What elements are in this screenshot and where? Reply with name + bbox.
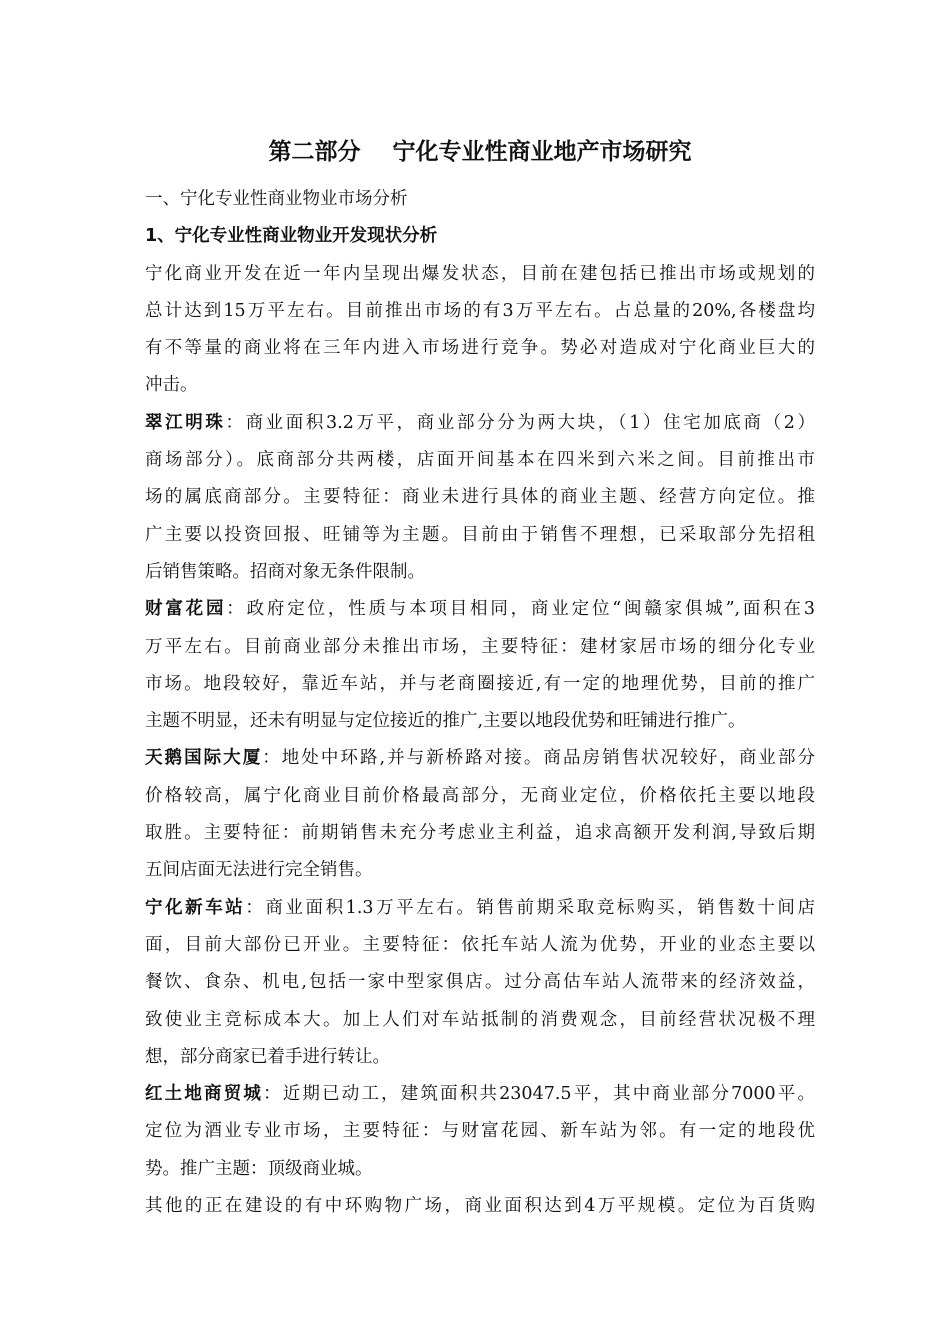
project-paragraph-start — [145, 405, 815, 442]
project-line: 价格较高，属宁化商业目前价格最高部分，无商业定位，价格依托主要以地段 — [145, 785, 815, 806]
project-paragraph-start — [145, 890, 815, 927]
project-paragraph-start — [145, 591, 815, 628]
project-paragraph-start — [145, 1076, 815, 1113]
project-name: 红土地商贸城 — [145, 1084, 264, 1105]
project-line: 五间店面无法进行完全销售。 — [145, 860, 373, 881]
project-text: ：商业面积1.3万平左右。销售前期采取竞标购买，销售数十间店 — [245, 897, 815, 918]
project-line: 广主要以投资回报、旺铺等为主题。目前由于销售不理想，已采取部分先招租 — [145, 524, 815, 545]
page-title: 第二部分 宁化专业性商业地产市场研究 — [268, 139, 692, 165]
project-line: 主题不明显，还未有明显与定位接近的推广,主要以地段优势和旺铺进行推广。 — [145, 711, 746, 732]
project-line: 取胜。主要特征：前期销售未充分考虑业主利益，追求高额开发利润,导致后期 — [145, 823, 815, 844]
document-page — [145, 133, 815, 1225]
project-text: ：商业面积3.2万平，商业部分分为两大块，（1）住宅加底商（2） — [225, 412, 815, 433]
project-text: ：近期已动工，建筑面积共23047.5平，其中商业部分7000平。 — [263, 1084, 815, 1105]
project-line: 场的属底商部分。主要特征：商业未进行具体的商业主题、经营方向定位。推 — [145, 487, 815, 508]
project-line: 势。推广主题：顶级商业城。 — [145, 1158, 373, 1179]
closing-line: 其他的正在建设的有中环购物广场，商业面积达到4万平规模。定位为百货购 — [145, 1196, 815, 1217]
intro-line: 总计达到15万平左右。目前推出市场的有3万平左右。占总量的20%,各楼盘均 — [145, 300, 815, 321]
intro-line: 有不等量的商业将在三年内进入市场进行竞争。势必对造成对宁化商业巨大的 — [145, 338, 815, 359]
project-text: ：地处中环路,并与新桥路对接。商品房销售状况较好，商业部分 — [262, 748, 815, 769]
project-line: 想，部分商家已着手进行转让。 — [145, 1046, 390, 1067]
project-line: 致使业主竞标成本大。加上人们对车站抵制的消费观念，目前经营状况极不理 — [145, 1009, 815, 1030]
project-name: 翠江明珠 — [145, 412, 226, 433]
section-heading: 一、宁化专业性商业物业市场分析 — [145, 189, 408, 209]
intro-line: 冲击。 — [145, 375, 198, 396]
project-line: 市场。地段较好，靠近车站，并与老商圈接近,有一定的地理优势，目前的推广 — [145, 673, 815, 694]
project-line: 餐饮、食杂、机电,包括一家中型家俱店。过分高估车站人流带来的经济效益， — [145, 972, 815, 993]
project-name: 宁化新车站 — [145, 897, 246, 918]
project-name: 财富花园 — [145, 599, 227, 620]
project-text: ：政府定位，性质与本项目相同，商业定位“闽赣家俱城”,面积在3 — [226, 599, 815, 620]
intro-line: 宁化商业开发在近一年内呈现出爆发状态，目前在建包括已推出市场或规划的 — [145, 263, 815, 284]
project-line: 后销售策略。招商对象无条件限制。 — [145, 561, 425, 582]
project-line: 面，目前大部份已开业。主要特征：依托车站人流为优势，开业的业态主要以 — [145, 934, 815, 955]
project-line: 定位为酒业专业市场，主要特征：与财富花园、新车站为邻。有一定的地段优 — [145, 1121, 815, 1142]
project-line: 商场部分）。底商部分共两楼，店面开间基本在四米到六米之间。目前推出市 — [145, 450, 815, 471]
project-line: 万平左右。目前商业部分未推出市场，主要特征：建材家居市场的细分化专业 — [145, 636, 815, 657]
sub-heading: 1、宁化专业性商业物业开发现状分析 — [145, 226, 438, 247]
project-name: 天鹅国际大厦 — [145, 748, 263, 769]
project-paragraph-start — [145, 740, 815, 777]
